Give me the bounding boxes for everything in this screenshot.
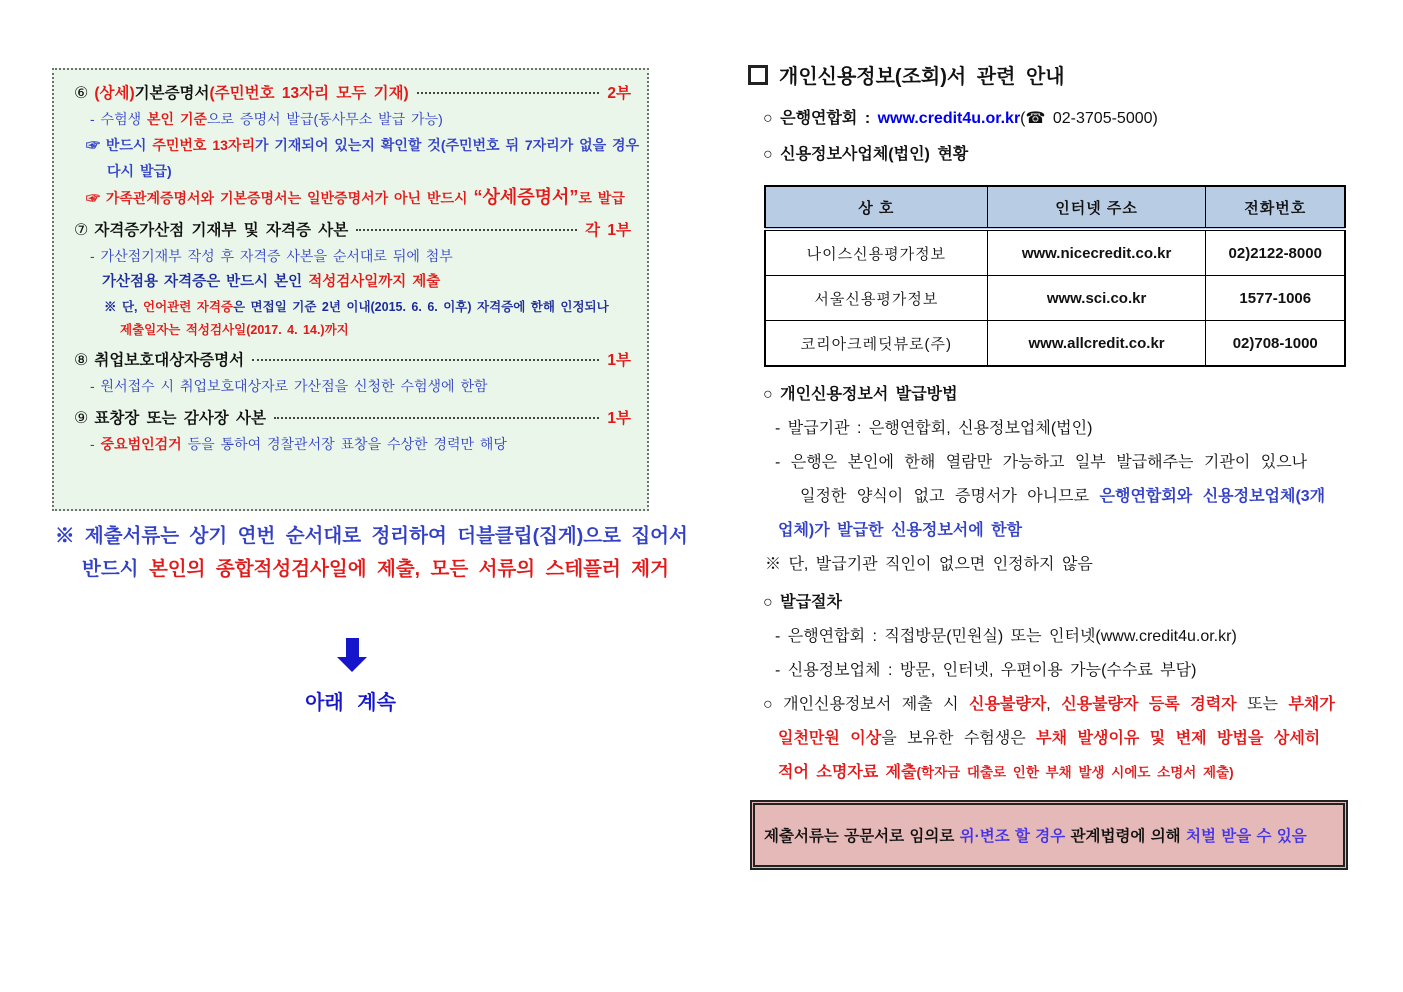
text-segment: 가 기재되어 있는지 확인할 것(주민번호 뒤 7자리가 없을 경우 [254, 137, 640, 153]
text-segment: 중요범인검거 [100, 436, 182, 452]
text-segment: 제출서류는 공문서로 임의로 [764, 828, 960, 845]
table-body [765, 229, 1345, 366]
text-segment: ○ [763, 594, 781, 611]
text-segment: ※ 제출서류는 상기 연번 순서대로 정리하여 더블클립(집게)으로 집어서 [55, 525, 688, 547]
item-title [94, 221, 348, 240]
down-arrow-icon [337, 638, 367, 672]
text-segment: 본인 기준 [147, 111, 208, 127]
item-title-line [74, 221, 631, 240]
text-segment: - 원서접수 시 취업보호대상자로 가산점을 신청한 수험생에 한함 [90, 378, 488, 394]
document-item [74, 221, 631, 338]
copy-count: 각 1부 [585, 222, 631, 239]
text-segment: 은행연합회 [780, 110, 858, 127]
item-detail-line [90, 247, 631, 266]
section-title-row [748, 60, 1364, 89]
item-number-icon: ⑦ [74, 222, 89, 239]
text-segment: 표창장 또는 감사장 사본 [94, 410, 266, 427]
text-segment: 일천만원 이상 [778, 730, 882, 747]
item-detail-line [120, 322, 631, 338]
text-segment: 위·변조 할 경우 [959, 828, 1066, 845]
text-segment: 취업보호대상자증명서 [94, 352, 245, 369]
text-segment: 로 발급 [578, 190, 625, 206]
text-segment: ○ [763, 386, 781, 403]
dot-leader [274, 417, 599, 419]
square-bullet-icon [748, 65, 768, 85]
text-segment: 은행연합회와 신용정보업체(3개 [1099, 488, 1326, 505]
checklist-items [74, 84, 640, 454]
text-segment: 개인신용정보서 발급방법 [780, 386, 958, 403]
info-line [748, 521, 1364, 541]
table-header-cell: 상 호 [765, 186, 987, 229]
text-segment: - 신용정보업체 : 방문, 인터넷, 우편이용 가능(수수료 부담) [775, 662, 1197, 679]
item-number-icon: ⑧ [74, 352, 89, 369]
warning-box [750, 800, 1348, 870]
submission-note-line [55, 553, 669, 586]
table-cell: www.sci.co.kr [987, 276, 1206, 321]
url-link[interactable]: www.credit4u.or.kr [877, 110, 1021, 127]
dot-leader [252, 359, 599, 361]
document-item [74, 351, 631, 396]
text-segment: (상세) [94, 85, 135, 102]
info-line [748, 453, 1364, 473]
item-title-line [74, 351, 631, 370]
text-segment: 또는 [1236, 696, 1289, 713]
item-detail-line [86, 136, 640, 155]
arrow-head [337, 657, 367, 672]
table-row [765, 276, 1345, 321]
text-segment: 업체)가 발급한 신용정보서에 한함 [778, 522, 1023, 539]
text-segment: 일정한 양식이 없고 증명서가 아니므로 [800, 488, 1100, 505]
text-segment: 부채 발생이유 및 변제 방법을 상세히 [1036, 730, 1321, 747]
text-segment: 적어 소명자료 제출 [778, 764, 917, 781]
text-segment: - 은행연합회 : 직접방문(민원실) 또는 인터넷(www.credit4u.or.kr) [775, 628, 1237, 645]
info-line [748, 419, 1364, 439]
info-line [748, 385, 1364, 405]
text-segment: : [857, 110, 878, 127]
info-line [748, 145, 1364, 165]
item-title [94, 84, 408, 103]
text-segment: 신용불량자 등록 경력자 [1061, 696, 1237, 713]
item-detail-line [90, 110, 631, 129]
document-checklist-box [52, 68, 649, 511]
item-title-line [74, 84, 631, 103]
table-header-cell: 전화번호 [1206, 186, 1345, 229]
info-line [748, 109, 1364, 129]
text-segment: (학자금 대출로 인한 부채 발생 시에도 소명서 제출) [916, 765, 1234, 780]
item-detail-line [104, 299, 631, 315]
table-cell: 02)2122-8000 [1206, 229, 1345, 276]
copy-count: 2부 [607, 85, 631, 102]
item-title [94, 409, 266, 428]
item-detail-line [107, 162, 631, 181]
info-line [748, 593, 1364, 613]
text-segment: - 가산점기재부 작성 후 자격증 사본을 순서대로 뒤에 첨부 [90, 248, 453, 264]
table-header-cell: 인터넷 주소 [987, 186, 1206, 229]
item-detail-line [86, 188, 631, 208]
info-line [748, 763, 1364, 783]
text-segment: 관계법령에 의해 [1065, 828, 1186, 845]
item-detail-line [90, 435, 631, 454]
text-segment: 부채가 [1288, 696, 1335, 713]
credit-agency-table [764, 185, 1346, 367]
text-segment: ○ 개인신용정보서 제출 시 [763, 696, 970, 713]
text-segment: (주민번호 13자리 모두 기재) [209, 85, 409, 102]
text-segment: 본인의 종합적성검사일에 제출, 모든 서류의 스테플러 제거 [148, 558, 669, 580]
table-cell: 02)708-1000 [1206, 321, 1345, 367]
text-segment: - 발급기관 : 은행연합회, 신용정보업체(법인) [775, 420, 1093, 437]
item-title [94, 351, 244, 370]
text-segment: 제출일자는 적성검사일(2017. 4. 14.)까지 [120, 323, 349, 337]
text-segment: 가산점용 자격증은 반드시 본인 [102, 274, 309, 290]
submission-note [55, 520, 688, 586]
text-segment: 자격증가산점 기재부 및 자격증 사본 [94, 222, 349, 239]
intro-lines [748, 109, 1364, 165]
info-line [748, 487, 1364, 507]
copy-count: 1부 [607, 410, 631, 427]
section-title: 개인신용정보(조회)서 관련 안내 [779, 66, 1065, 88]
table-cell: www.nicecredit.co.kr [987, 229, 1206, 276]
text-segment: 을 보유한 수험생은 [881, 730, 1037, 747]
text-segment: ○ [763, 110, 781, 127]
text-segment: 등을 통하여 경찰관서장 표창을 수상한 경력만 해당 [181, 436, 507, 452]
text-segment: 신용불량자 [969, 696, 1047, 713]
table-row [765, 229, 1345, 276]
table-row [765, 321, 1345, 367]
text-segment: 기본증명서 [134, 85, 210, 102]
dot-leader [417, 92, 600, 94]
text-segment: 으로 증명서 발급(동사무소 발급 가능) [207, 111, 443, 127]
text-segment: - [90, 436, 101, 452]
item-number-icon: ⑨ [74, 410, 89, 427]
info-line [748, 729, 1364, 749]
text-segment: 반드시 [82, 558, 149, 580]
text-segment: 다시 발급) [107, 163, 172, 179]
table-cell: 1577-1006 [1206, 276, 1345, 321]
text-segment: , [1046, 696, 1062, 713]
table-header-row [765, 186, 1345, 229]
credit-agency-table-wrap [764, 185, 1364, 367]
credit-info-section [748, 60, 1364, 783]
item-title-line [74, 409, 631, 428]
text-segment: (☎ 02-3705-5000) [1020, 110, 1158, 127]
text-segment: ※ 단, 발급기관 직인이 없으면 인정하지 않음 [765, 556, 1093, 573]
text-segment: “상세증명서” [473, 187, 579, 207]
text-segment: ☞ 반드시 [86, 137, 153, 153]
info-line [748, 695, 1364, 715]
info-line [748, 627, 1364, 647]
text-segment: 적성검사일까지 제출 [308, 274, 441, 290]
text-segment: 신용정보사업체(법인) 현황 [780, 146, 969, 163]
text-segment: ☞ 가족관계증명서와 기본증명서는 일반증명서가 아닌 반드시 [86, 190, 474, 206]
text-segment: 발급절차 [780, 594, 842, 611]
item-number-icon: ⑥ [74, 85, 89, 102]
text-segment: 은 면접일 기준 2년 이내(2015. 6. 6. 이후) 자격증에 한해 인정되나 [233, 300, 609, 314]
text-segment: ※ 단, [104, 300, 143, 314]
text-segment: - 은행은 본인에 한해 열람만 가능하고 일부 발급해주는 기관이 있으나 [775, 454, 1308, 471]
arrow-shaft [346, 638, 359, 657]
dot-leader [356, 229, 577, 231]
item-detail-line [90, 377, 631, 396]
body-lines [748, 385, 1364, 783]
submission-note-line [55, 520, 688, 553]
text-segment: ○ [763, 146, 781, 163]
continue-label: 아래 계속 [305, 692, 396, 714]
document-item [74, 409, 631, 454]
info-line [748, 555, 1364, 575]
text-segment: 처벌 받을 수 있음 [1185, 828, 1307, 845]
table-cell: 서울신용평가정보 [765, 276, 987, 321]
text-segment: - 수험생 [90, 111, 148, 127]
table-cell: 코리아크레딧뷰로(주) [765, 321, 987, 367]
info-line [748, 661, 1364, 681]
document-item [74, 84, 640, 208]
table-cell: 나이스신용평가정보 [765, 229, 987, 276]
text-segment: 주민번호 13자리 [152, 137, 255, 153]
copy-count: 1부 [607, 352, 631, 369]
table-cell: www.allcredit.co.kr [987, 321, 1206, 367]
table-header [765, 186, 1345, 229]
item-detail-line [102, 273, 631, 292]
text-segment: 언어관련 자격증 [143, 300, 233, 314]
